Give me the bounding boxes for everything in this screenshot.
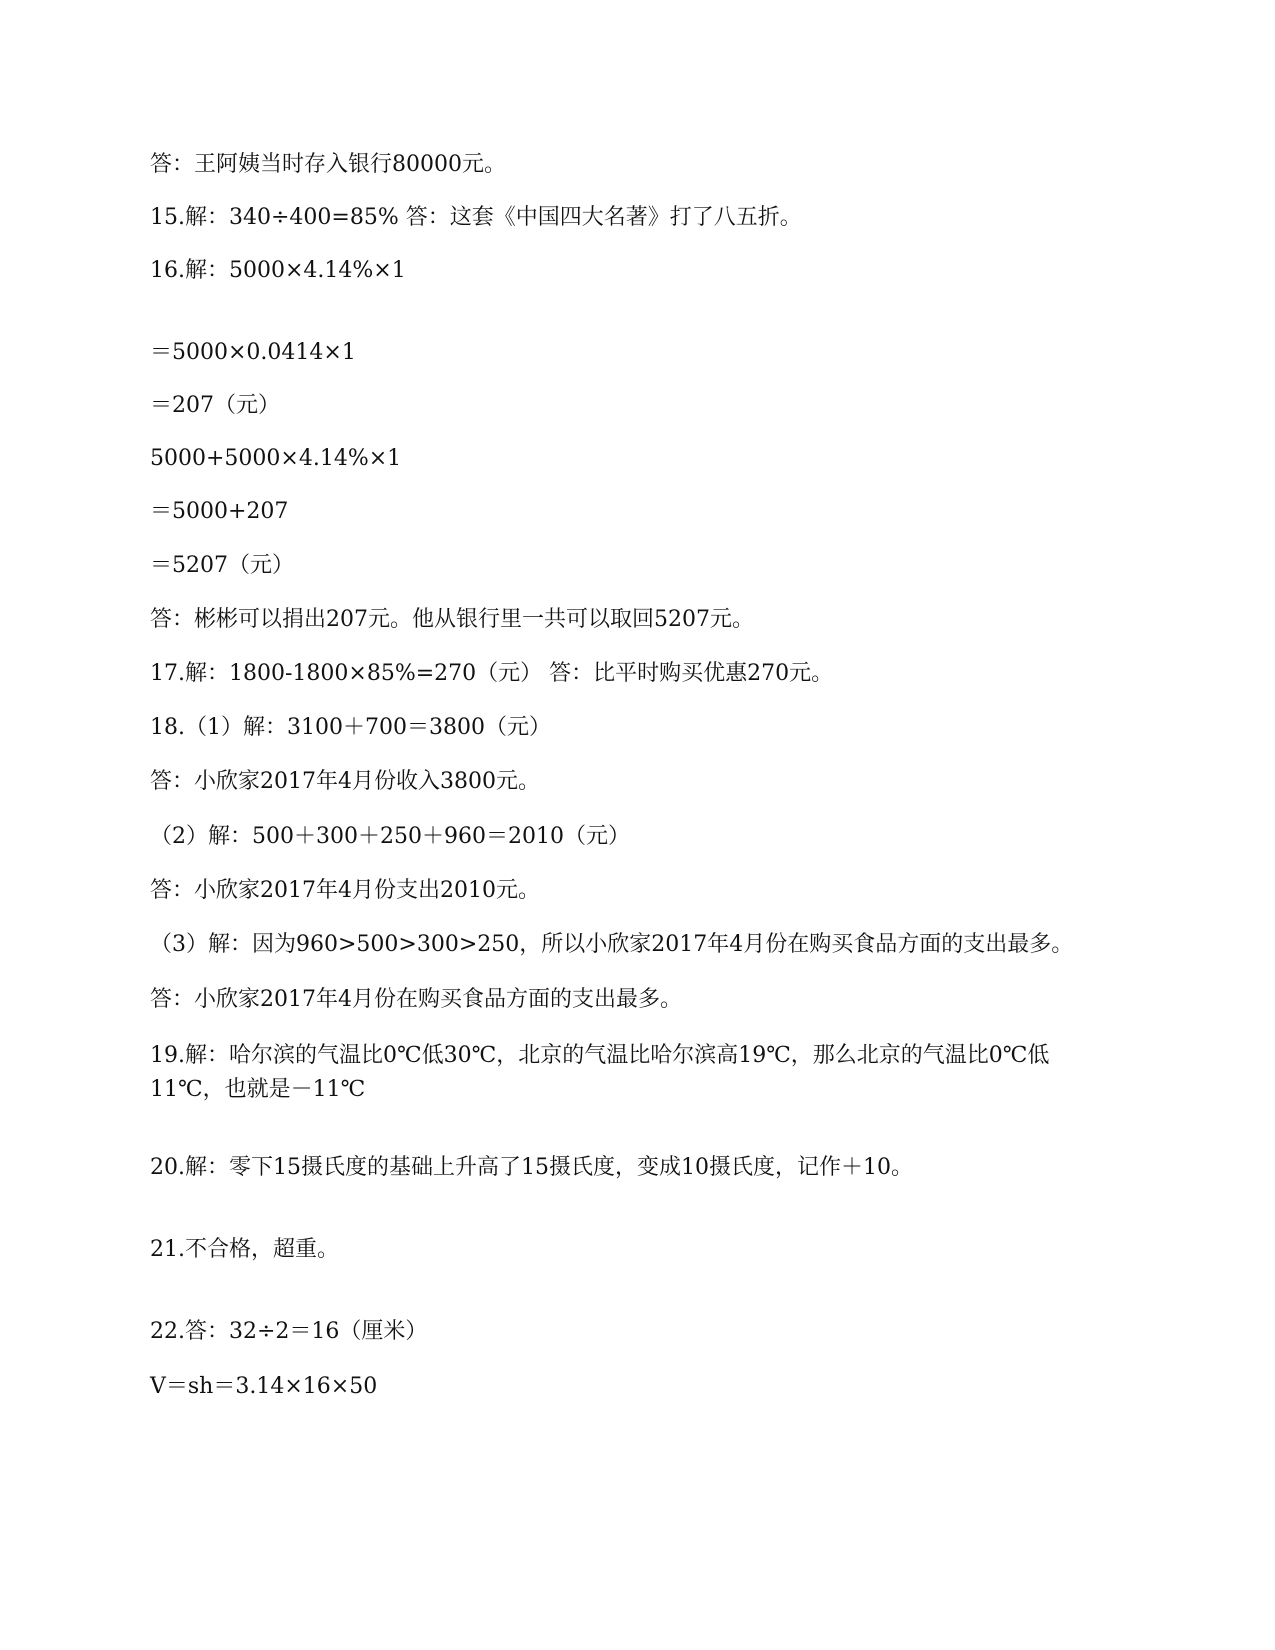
answer-18-part-1: 答：小欣家2017年4月份收入3800元。: [150, 769, 540, 794]
solution-17: 17.解：1800-1800×85%=270（元） 答：比平时购买优惠270元。: [150, 661, 834, 686]
answer-16-conclusion: 答：彬彬可以捐出207元。他从银行里一共可以取回5207元。: [150, 607, 754, 632]
solution-18-part-1: 18.（1）解：3100＋700＝3800（元）: [150, 715, 551, 740]
solution-18-part-2: （2）解：500＋300＋250＋960＝2010（元）: [150, 824, 630, 849]
solution-15: 15.解：340÷400=85% 答：这套《中国四大名著》打了八五折。: [150, 205, 802, 230]
solution-16-step-5: ＝5000+207: [150, 499, 289, 524]
answer-18-part-3: 答：小欣家2017年4月份在购买食品方面的支出最多。: [150, 987, 682, 1012]
solution-20: 20.解：零下15摄氏度的基础上升高了15摄氏度，变成10摄氏度，记作＋10。: [150, 1155, 913, 1180]
answer-14-conclusion: 答：王阿姨当时存入银行80000元。: [150, 152, 506, 177]
solution-22-step-2: V＝sh＝3.14×16×50: [150, 1374, 378, 1399]
solution-16-step-3: ＝207（元）: [150, 393, 280, 418]
answer-18-part-2: 答：小欣家2017年4月份支出2010元。: [150, 878, 540, 903]
solution-16-step-6: ＝5207（元）: [150, 553, 294, 578]
solution-16-step-4: 5000+5000×4.14%×1: [150, 446, 402, 471]
solution-19: 19.解：哈尔滨的气温比0℃低30℃，北京的气温比哈尔滨高19℃，那么北京的气温比0℃低11℃，也就是－11℃: [150, 1043, 1050, 1102]
solution-22-step-1: 22.答：32÷2＝16（厘米）: [150, 1319, 428, 1344]
solution-16-step-2: ＝5000×0.0414×1: [150, 340, 356, 365]
solution-16-step-1: 16.解：5000×4.14%×1: [150, 258, 406, 283]
solution-21: 21.不合格，超重。: [150, 1237, 339, 1262]
solution-18-part-3: （3）解：因为960>500>300>250，所以小欣家2017年4月份在购买食品方面的支出最多。: [150, 932, 1074, 957]
